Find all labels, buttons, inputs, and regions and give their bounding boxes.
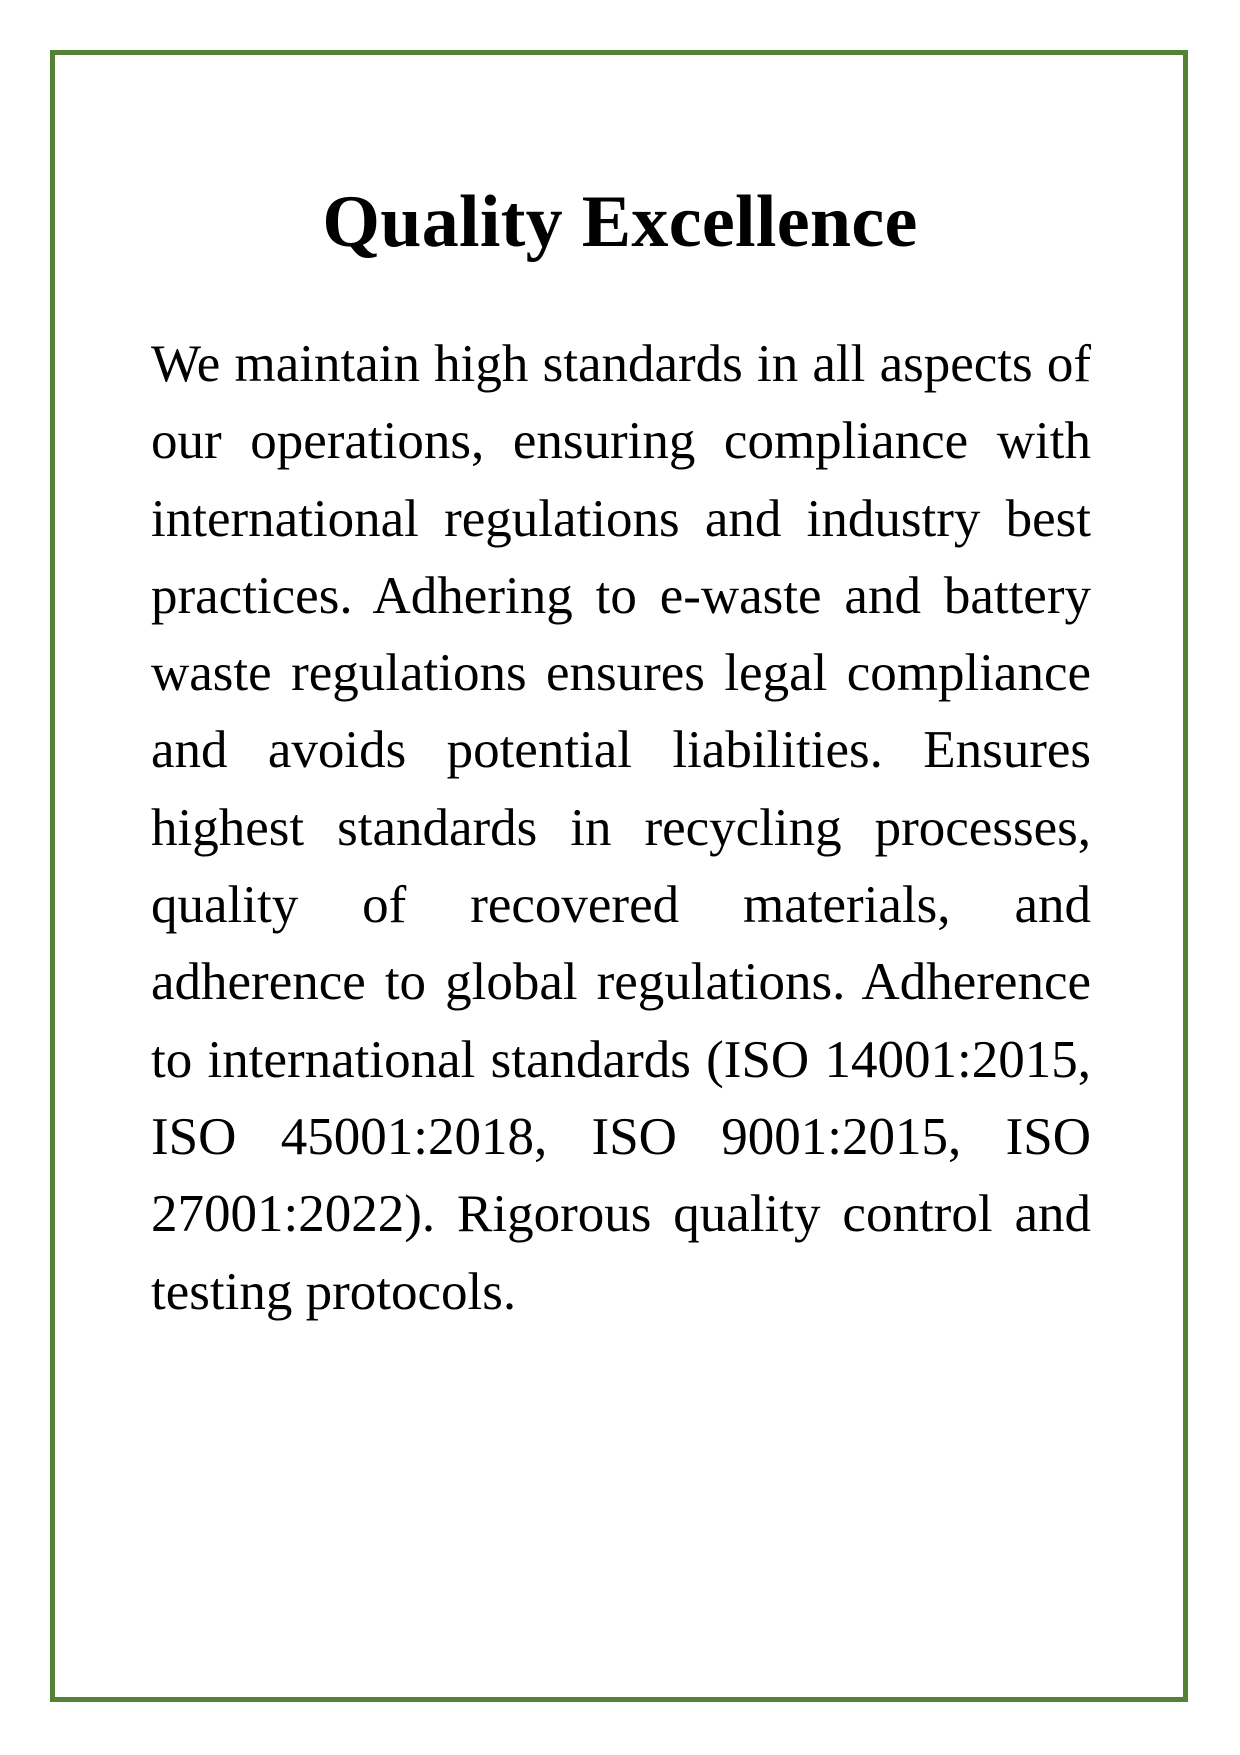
page-title: Quality Excellence [322, 181, 918, 263]
body-paragraph: We maintain high standards in all aspects of our operations, ensuring compliance with international regulations and industry best practices. Adhering to e-waste and battery waste regulations ensures legal compliance and avoids potential liabilities. Ensures highest standards in recycling processes, quality of recovered materials, and adherence to global regulations. Adherence to international standards (ISO 14001:2015, ISO 45001:2018, ISO 9001:2015, ISO 27001:2022). Rigorous quality control and testing protocols. [151, 335, 1091, 1321]
